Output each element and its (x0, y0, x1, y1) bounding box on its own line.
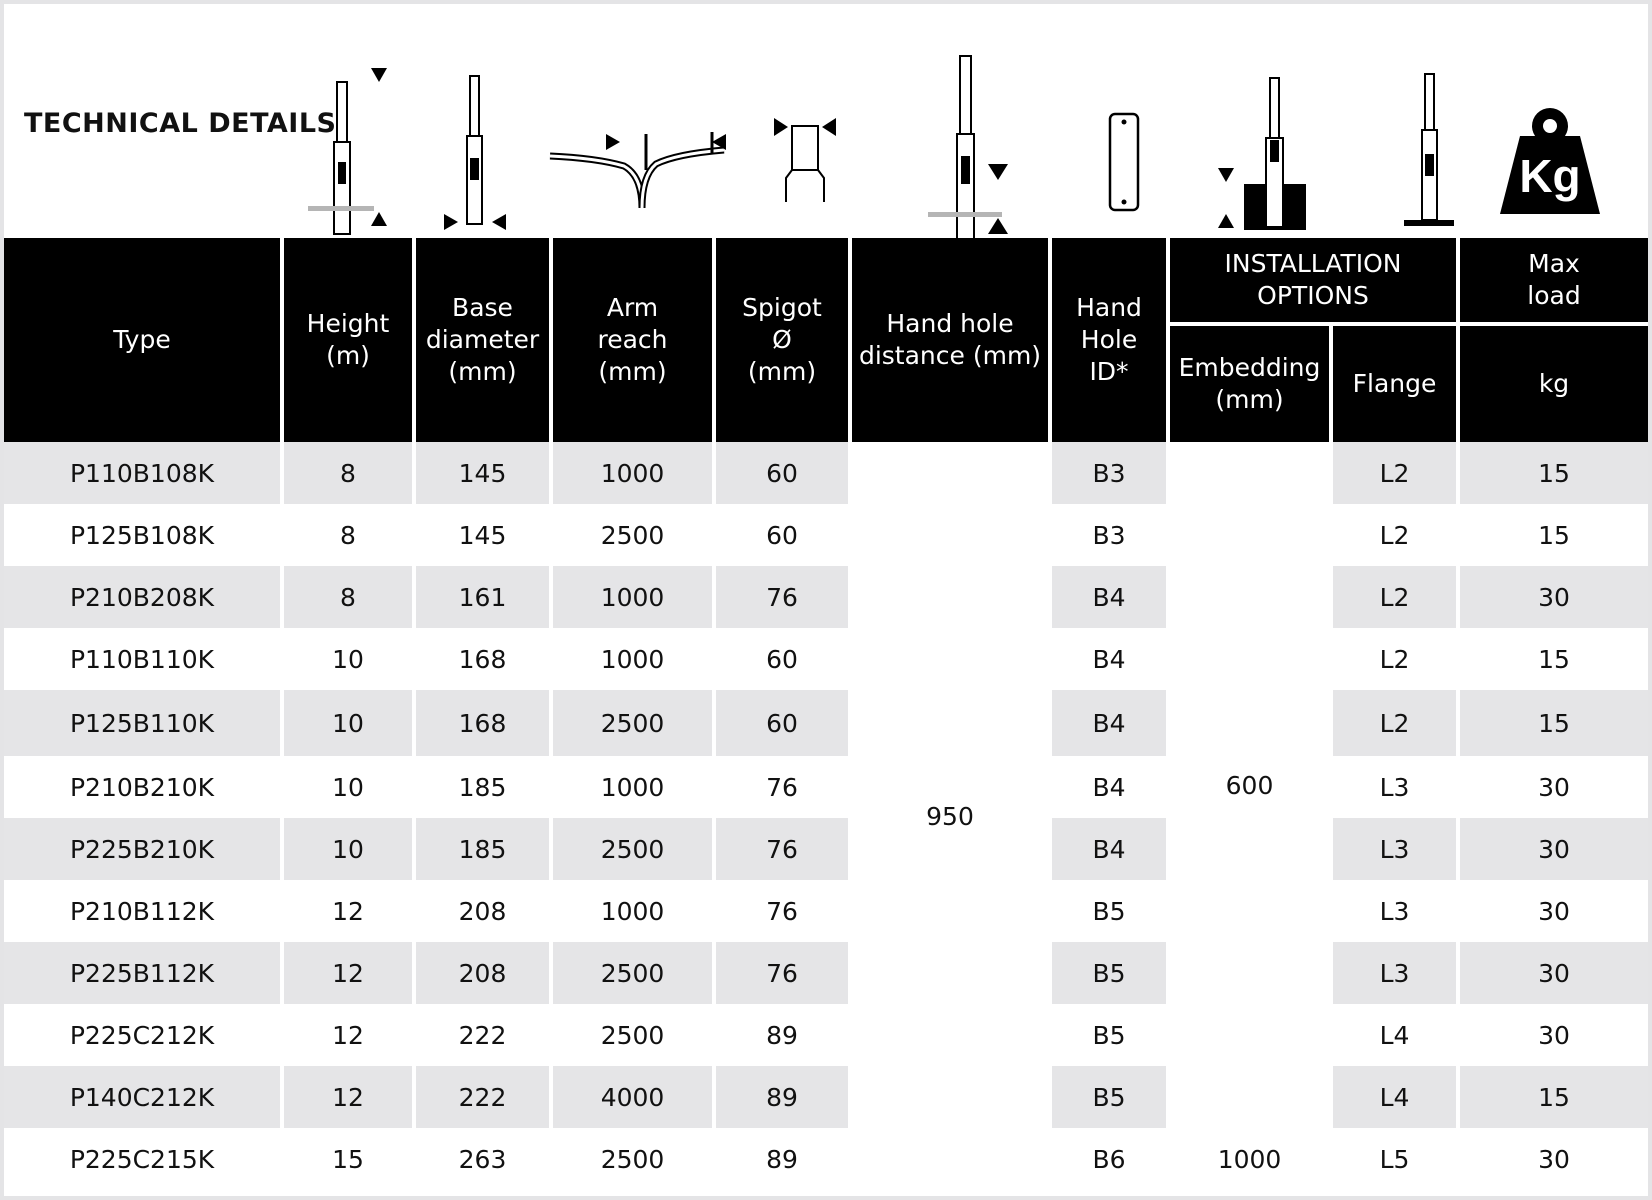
cell-flange: L2 (1333, 690, 1460, 756)
cell-spigot: 60 (716, 442, 852, 504)
cell-flange: L3 (1333, 942, 1460, 1004)
spec-table (4, 238, 1648, 1190)
cell-height: 10 (284, 628, 416, 690)
cell-hand-hole-id: B6 (1052, 1128, 1170, 1190)
cell-spigot: 76 (716, 566, 852, 628)
spigot-diameter-icon (770, 114, 850, 204)
cell-flange: L5 (1333, 1128, 1460, 1190)
embedding-icon (1214, 74, 1314, 234)
cell-arm-reach: 1000 (553, 442, 716, 504)
cell-hand-hole-id: B5 (1052, 1066, 1170, 1128)
cell-hand-hole-id: B4 (1052, 818, 1170, 880)
table-row (4, 1004, 1648, 1066)
cell-flange: L2 (1333, 504, 1460, 566)
cell-spigot: 60 (716, 504, 852, 566)
cell-height: 15 (284, 1128, 416, 1190)
cell-type: P225C215K (4, 1128, 284, 1190)
cell-hand-hole-id: B3 (1052, 504, 1170, 566)
table-row (4, 756, 1648, 818)
cell-type: P210B208K (4, 566, 284, 628)
cell-type: P125B110K (4, 690, 284, 756)
header-flange: Flange (1333, 326, 1460, 442)
cell-spigot: 60 (716, 628, 852, 690)
cell-arm-reach: 2500 (553, 504, 716, 566)
cell-type: P210B210K (4, 756, 284, 818)
cell-arm-reach: 2500 (553, 690, 716, 756)
cell-flange: L3 (1333, 756, 1460, 818)
cell-spigot: 89 (716, 1066, 852, 1128)
cell-hand-hole-id: B4 (1052, 690, 1170, 756)
icon-band (0, 0, 1652, 242)
cell-flange: L4 (1333, 1066, 1460, 1128)
cell-max-load: 30 (1460, 1128, 1648, 1190)
table-row (4, 628, 1648, 690)
table-row (4, 690, 1648, 756)
pole-base-diameter-icon (440, 74, 510, 234)
cell-arm-reach: 1000 (553, 756, 716, 818)
cell-flange: L2 (1333, 566, 1460, 628)
cell-base-diameter: 168 (416, 628, 553, 690)
cell-hand-hole-id: B5 (1052, 1004, 1170, 1066)
cell-base-diameter: 145 (416, 504, 553, 566)
cell-flange: L3 (1333, 818, 1460, 880)
cell-height: 10 (284, 818, 416, 880)
cell-arm-reach: 1000 (553, 566, 716, 628)
cell-spigot: 76 (716, 942, 852, 1004)
cell-spigot: 76 (716, 756, 852, 818)
cell-base-diameter: 145 (416, 442, 553, 504)
cell-height: 12 (284, 942, 416, 1004)
cell-hand-hole-distance: 950 (852, 442, 1052, 1190)
cell-max-load: 30 (1460, 566, 1648, 628)
cell-spigot: 60 (716, 690, 852, 756)
cell-height: 12 (284, 1066, 416, 1128)
max-load-weight-icon (1498, 108, 1602, 218)
header-installation-options: INSTALLATION OPTIONS (1170, 238, 1460, 326)
cell-max-load: 15 (1460, 504, 1648, 566)
cell-height: 8 (284, 442, 416, 504)
cell-type: P125B108K (4, 504, 284, 566)
cell-type: P225B112K (4, 942, 284, 1004)
header-type: Type (4, 238, 284, 442)
cell-arm-reach: 2500 (553, 818, 716, 880)
cell-max-load: 15 (1460, 1066, 1648, 1128)
table-row (4, 504, 1648, 566)
cell-type: P210B112K (4, 880, 284, 942)
table-row (4, 566, 1648, 628)
cell-arm-reach: 1000 (553, 628, 716, 690)
header-max-load-unit: kg (1460, 326, 1648, 442)
cell-spigot: 89 (716, 1128, 852, 1190)
cell-hand-hole-id: B4 (1052, 566, 1170, 628)
header-embedding: Embedding (mm) (1170, 326, 1333, 442)
cell-base-diameter: 208 (416, 880, 553, 942)
cell-hand-hole-id: B5 (1052, 880, 1170, 942)
table-row (4, 942, 1648, 1004)
cell-type: P140C212K (4, 1066, 284, 1128)
table-row (4, 818, 1648, 880)
cell-arm-reach: 2500 (553, 1004, 716, 1066)
cell-base-diameter: 185 (416, 818, 553, 880)
header-height: Height (m) (284, 238, 416, 442)
cell-height: 10 (284, 690, 416, 756)
cell-base-diameter: 222 (416, 1066, 553, 1128)
hand-hole-distance-icon (920, 54, 1020, 244)
cell-flange: L2 (1333, 628, 1460, 690)
cell-max-load: 30 (1460, 756, 1648, 818)
header-arm-reach: Arm reach (mm) (553, 238, 716, 442)
cell-spigot: 76 (716, 818, 852, 880)
cell-max-load: 30 (1460, 1004, 1648, 1066)
cell-base-diameter: 161 (416, 566, 553, 628)
arm-reach-icon (546, 130, 726, 210)
table-row (4, 442, 1648, 504)
cell-spigot: 89 (716, 1004, 852, 1066)
hand-hole-id-icon (1106, 110, 1142, 214)
cell-hand-hole-id: B4 (1052, 756, 1170, 818)
cell-height: 8 (284, 566, 416, 628)
cell-base-diameter: 208 (416, 942, 553, 1004)
cell-type: P110B110K (4, 628, 284, 690)
header-hand-hole-id: Hand Hole ID* (1052, 238, 1170, 442)
cell-max-load: 15 (1460, 442, 1648, 504)
cell-type: P110B108K (4, 442, 284, 504)
header-max-load: Max load (1460, 238, 1648, 326)
cell-flange: L2 (1333, 442, 1460, 504)
cell-arm-reach: 2500 (553, 1128, 716, 1190)
flange-icon (1400, 70, 1460, 230)
cell-base-diameter: 168 (416, 690, 553, 756)
header-spigot: Spigot Ø (mm) (716, 238, 852, 442)
cell-hand-hole-id: B3 (1052, 442, 1170, 504)
cell-max-load: 30 (1460, 880, 1648, 942)
cell-spigot: 76 (716, 880, 852, 942)
cell-arm-reach: 2500 (553, 942, 716, 1004)
cell-max-load: 30 (1460, 818, 1648, 880)
table-row (4, 1128, 1648, 1190)
cell-height: 12 (284, 1004, 416, 1066)
page-title: TECHNICAL DETAILS (24, 108, 337, 139)
cell-base-diameter: 185 (416, 756, 553, 818)
cell-max-load: 15 (1460, 628, 1648, 690)
cell-max-load: 30 (1460, 942, 1648, 1004)
spec-table-body (4, 442, 1648, 1190)
cell-type: P225B210K (4, 818, 284, 880)
cell-arm-reach: 1000 (553, 880, 716, 942)
cell-height: 8 (284, 504, 416, 566)
cell-flange: L4 (1333, 1004, 1460, 1066)
cell-embedding: 1000 (1170, 1128, 1333, 1190)
header-hand-hole-distance: Hand hole distance (mm) (852, 238, 1052, 442)
pole-height-icon (300, 62, 390, 236)
cell-max-load: 15 (1460, 690, 1648, 756)
cell-arm-reach: 4000 (553, 1066, 716, 1128)
header-base-diameter: Base diameter (mm) (416, 238, 553, 442)
table-row (4, 880, 1648, 942)
cell-base-diameter: 222 (416, 1004, 553, 1066)
cell-type: P225C212K (4, 1004, 284, 1066)
cell-hand-hole-id: B4 (1052, 628, 1170, 690)
cell-height: 10 (284, 756, 416, 818)
cell-height: 12 (284, 880, 416, 942)
cell-hand-hole-id: B5 (1052, 942, 1170, 1004)
cell-flange: L3 (1333, 880, 1460, 942)
cell-base-diameter: 263 (416, 1128, 553, 1190)
weight-icon-label: Kg (1519, 150, 1581, 202)
table-row (4, 1066, 1648, 1128)
cell-embedding: 600 (1170, 442, 1333, 1128)
